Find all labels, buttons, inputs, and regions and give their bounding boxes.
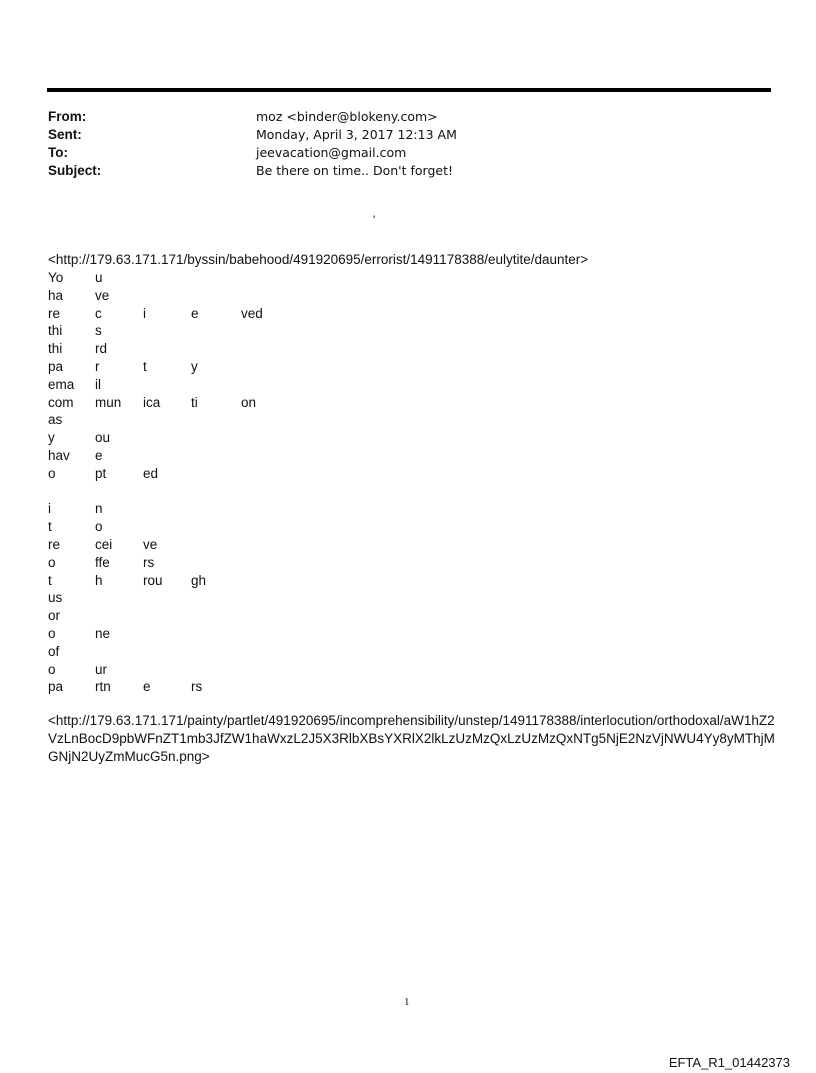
grid-cell: rs bbox=[143, 554, 155, 570]
grid-cell: ha bbox=[48, 287, 64, 303]
grid-cell: u bbox=[95, 270, 103, 285]
grid-cell: hav bbox=[48, 447, 70, 463]
grid-cell: ve bbox=[95, 287, 110, 303]
tracking-url-top[interactable]: <http://179.63.171.171/byssin/babehood/491920695/errorist/1491178388/eulytite/daunter> bbox=[48, 252, 589, 267]
grid-cell: o bbox=[95, 519, 103, 535]
grid-cell: ou bbox=[95, 430, 111, 446]
grid-cell: re bbox=[48, 536, 61, 552]
grid-cell: thi bbox=[48, 341, 63, 357]
grid-cell: mun bbox=[95, 394, 122, 410]
grid-cell: s bbox=[95, 323, 102, 339]
grid-cell: ur bbox=[95, 661, 108, 677]
grid-cell: pa bbox=[48, 679, 64, 695]
grid-cell: y bbox=[48, 430, 55, 446]
grid-cell: o bbox=[48, 661, 56, 677]
grid-cell: t bbox=[48, 519, 52, 535]
grid-cell: o bbox=[48, 554, 56, 570]
grid-cell: e bbox=[95, 447, 103, 463]
grid-cell: or bbox=[48, 608, 61, 624]
grid-cell: thi bbox=[48, 323, 63, 339]
grid-cell: ti bbox=[191, 394, 198, 410]
grid-cell: re bbox=[48, 305, 61, 321]
grid-cell: o bbox=[48, 465, 56, 481]
grid-cell: ica bbox=[143, 394, 161, 410]
grid-cell: rd bbox=[95, 341, 108, 357]
stray-tick-mark: ' bbox=[373, 213, 376, 227]
email-header bbox=[48, 108, 457, 180]
grid-cell: il bbox=[95, 376, 101, 392]
grid-cell: pa bbox=[48, 358, 64, 374]
grid-cell: ved bbox=[241, 305, 263, 321]
grid-cell: r bbox=[95, 358, 100, 374]
grid-cell: n bbox=[95, 501, 103, 517]
grid-cell: t bbox=[143, 358, 147, 374]
grid-cell: ne bbox=[95, 625, 111, 641]
grid-cell: rou bbox=[143, 572, 163, 588]
grid-cell: gh bbox=[191, 572, 207, 588]
grid-cell: ve bbox=[143, 536, 158, 552]
grid-cell: us bbox=[48, 590, 63, 606]
grid-cell: rs bbox=[191, 679, 203, 695]
from-row bbox=[48, 108, 457, 126]
grid-cell: i bbox=[143, 305, 146, 321]
top-rule bbox=[47, 88, 771, 92]
grid-cell: h bbox=[95, 572, 103, 588]
grid-cell: c bbox=[95, 305, 102, 321]
grid-cell: on bbox=[241, 394, 257, 410]
tracking-url-bottom[interactable]: <http://179.63.171.171/painty/partlet/491920695/incomprehensibility/unstep/1491178388/interlocution/orthodoxal/aW1hZ2VzLnBocD9pbWFnZT1mb3JfZW1haWxzL2J5X3RlbXBsYXRlX2lkLzUzMzQxLzUzMzQxNTg5NjE2NzVjNWU4Yy8yMThjMGNjN2UyZmMucG5n.png> bbox=[48, 713, 775, 764]
from-value: moz <binder@blokeny.com> bbox=[256, 109, 438, 124]
grid-cell: of bbox=[48, 643, 60, 659]
to-row bbox=[48, 144, 457, 162]
grid-cell: cei bbox=[95, 536, 113, 552]
from-label: From: bbox=[48, 109, 87, 124]
document-id: EFTA_R1_01442373 bbox=[668, 1055, 790, 1070]
grid-cell: e bbox=[191, 305, 199, 321]
grid-cell: ed bbox=[143, 465, 159, 481]
sent-value: Monday, April 3, 2017 12:13 AM bbox=[256, 127, 457, 142]
grid-cell: y bbox=[191, 358, 198, 374]
page-number: 1 bbox=[404, 996, 410, 1008]
grid-cell: ema bbox=[48, 376, 75, 392]
subject-label: Subject: bbox=[48, 163, 102, 178]
grid-cell: i bbox=[48, 501, 51, 517]
sent-row bbox=[48, 126, 457, 144]
grid-cell: as bbox=[48, 412, 63, 428]
grid-cell: t bbox=[48, 572, 52, 588]
to-value: jeevacation@gmail.com bbox=[256, 145, 407, 160]
sent-label: Sent: bbox=[48, 127, 82, 142]
grid-cell: e bbox=[143, 679, 151, 695]
grid-cell: rtn bbox=[95, 679, 111, 695]
to-label: To: bbox=[48, 145, 68, 160]
grid-cell: Yo bbox=[48, 270, 64, 285]
subject-row bbox=[48, 162, 457, 180]
grid-cell: com bbox=[48, 394, 74, 410]
subject-value: Be there on time.. Don't forget! bbox=[256, 163, 453, 178]
grid-cell: o bbox=[48, 625, 56, 641]
grid-cell: pt bbox=[95, 465, 107, 481]
grid-cell: ffe bbox=[95, 554, 110, 570]
